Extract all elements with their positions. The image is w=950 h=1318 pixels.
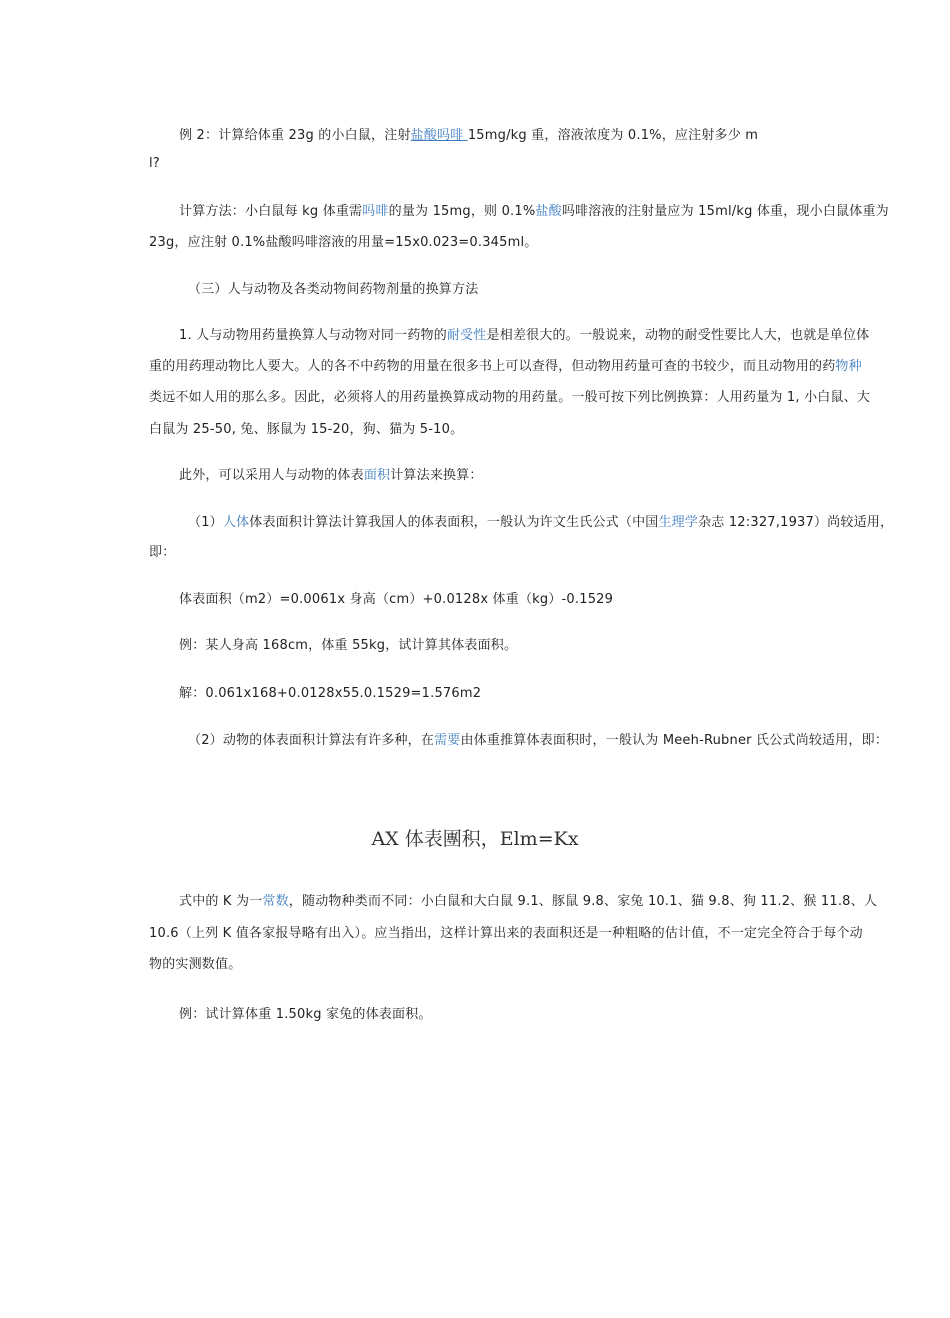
link-constant[interactable]: 常数 <box>262 894 289 909</box>
rabbit-example: 例：试计算体重 1.50kg 家兔的体表面积。 <box>179 1007 432 1022</box>
text-segment: 此外，可以采用人与动物的体表 <box>179 468 364 483</box>
constant-k-line-2: 10.6（上列 K 值各家报导略有出入）。应当指出，这样计算出来的表面积还是一种粗略的估计值，不一定完全符合于每个动 <box>149 926 863 941</box>
link-need[interactable]: 需要 <box>434 733 461 748</box>
text-segment: 的量为 15mg，则 0.1% <box>388 204 536 219</box>
link-area[interactable]: 面积 <box>363 468 391 483</box>
text-segment: 计算方法：小白鼠每 kg 体重需 <box>179 204 363 219</box>
text-segment: 例 2：计算给体重 23g 的小白鼠，注射 <box>179 128 411 143</box>
example-2-line-2: l? <box>149 156 160 171</box>
link-tolerance[interactable]: 耐受性 <box>446 328 487 343</box>
text-segment: ，随动物种类而不同：小白鼠和大白鼠 9.1、豚鼠 9.8、家兔 10.1、猫 9.8、狗 11.2、猴 11.8、人 <box>288 894 878 909</box>
link-hydrochloric-acid[interactable]: 盐酸 <box>535 204 562 219</box>
section-heading-3: （三）人与动物及各类动物间药物剂量的换算方法 <box>188 282 479 297</box>
meeh-rubner-formula: AX 体表團积，Elm=Kx <box>371 828 579 850</box>
calc-method-line-1 <box>179 204 889 220</box>
calc-method-line-2: 23g，应注射 0.1%盐酸吗啡溶液的用量=15x0.023=0.345ml。 <box>149 235 538 250</box>
text-segment: 是相差很大的。一般说来，动物的耐受性要比人大，也就是单位体 <box>486 328 870 343</box>
conversion-line-3: 类远不如人用的那么多。因此，必须将人的用药量换算成动物的用药量。一般可按下列比例换算：人用药量为 1, 小白鼠、大 <box>149 390 871 405</box>
animal-formula-intro <box>188 733 888 749</box>
link-morphine-hydrochloride[interactable]: 盐酸吗啡 <box>410 128 468 143</box>
text-segment: 杂志 12:327,1937）尚较适用， <box>698 515 894 530</box>
text-segment: 计算法来换算： <box>390 468 483 483</box>
constant-k-line-1 <box>179 894 877 910</box>
human-example: 例：某人身高 168cm，体重 55kg，试计算其体表面积。 <box>179 638 518 653</box>
link-human-body[interactable]: 人体 <box>222 515 250 530</box>
link-morphine[interactable]: 吗啡 <box>362 204 389 219</box>
constant-k-line-3: 物的实测数值。 <box>149 957 242 972</box>
text-segment: 重的用药理动物比人要大。人的各不中药物的用量在很多书上可以查得，但动物用药量可查的书较少，而且动物用的药 <box>149 359 836 374</box>
conversion-line-4: 白鼠为 25-50, 兔、豚鼠为 15-20，狗、猫为 5-10。 <box>149 422 464 437</box>
text-segment: 式中的 K 为一 <box>179 894 263 909</box>
text-segment: 15mg/kg 重，溶液浓度为 0.1%，应注射多少 m <box>467 128 759 143</box>
conversion-line-2 <box>149 359 862 375</box>
human-solution: 解：0.061x168+0.0128x55.0.1529=1.576m2 <box>179 686 482 701</box>
text-segment: （2）动物的体表面积计算法有许多种，在 <box>188 733 435 748</box>
surface-area-intro <box>179 468 483 484</box>
link-species[interactable]: 物种 <box>835 359 862 374</box>
text-segment: 体表面积计算法计算我国人的体表面积，一般认为许文生氏公式（中国 <box>249 515 659 530</box>
human-formula-line-2: 即： <box>149 545 176 560</box>
text-segment: 吗啡溶液的注射量应为 15ml/kg 体重，现小白鼠体重为 <box>561 204 889 219</box>
link-physiology[interactable]: 生理学 <box>658 515 699 530</box>
text-segment: 由体重推算体表面积时，一般认为 Meeh-Rubner 氏公式尚较适用，即： <box>460 733 889 748</box>
conversion-line-1 <box>179 328 869 344</box>
human-formula: 体表面积（m2）=0.0061x 身高（cm）+0.0128x 体重（kg）-0.1529 <box>179 592 614 607</box>
example-2-line-1 <box>179 128 758 144</box>
human-formula-line-1 <box>188 515 893 531</box>
text-segment: （1） <box>188 515 223 530</box>
text-segment: 1. 人与动物用药量换算人与动物对同一药物的 <box>179 328 447 343</box>
